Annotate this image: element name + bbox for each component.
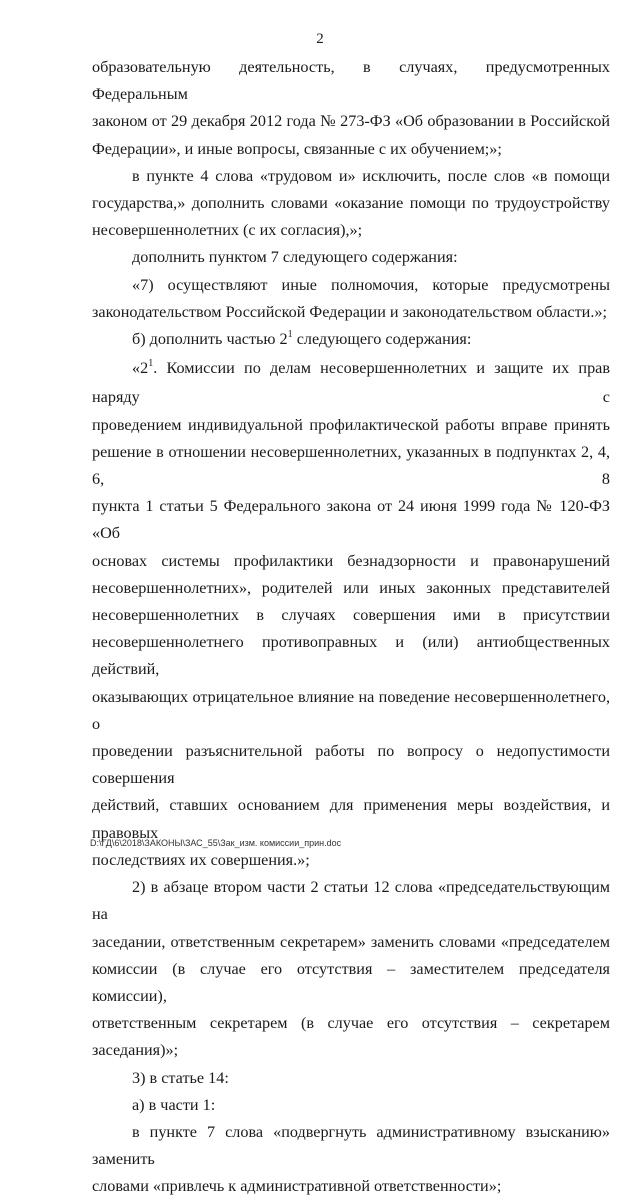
line-text: б) дополнить частью 2 bbox=[132, 330, 288, 349]
text-line bbox=[92, 54, 610, 108]
line-text: законом от 29 декабря 2012 года № 273-ФЗ «Об образовании в Российской bbox=[92, 112, 610, 131]
line-text: решение в отношении несовершеннолетних, указанных в подпунктах 2, 4, 6, 8 bbox=[92, 442, 610, 489]
superscript: 1 bbox=[148, 358, 154, 370]
text-line bbox=[92, 355, 610, 411]
line-text: комиссии (в случае его отсутствия – заместителем председателя комиссии), bbox=[92, 959, 610, 1005]
text-line bbox=[92, 412, 610, 439]
line-text: проведением индивидуальной профилактической работы вправе принять bbox=[92, 415, 610, 434]
text-line bbox=[92, 1119, 610, 1173]
line-text: дополнить пунктом 7 следующего содержания: bbox=[132, 248, 458, 267]
line-text: пункта 1 статьи 5 Федерального закона от 24 июня 1999 года № 120-ФЗ «Об bbox=[92, 497, 610, 543]
line-text: «7) осуществляют иные полномочия, которые предусмотрены bbox=[132, 275, 610, 294]
line-text: основах системы профилактики безнадзорности и правонарушений bbox=[92, 551, 610, 570]
text-line bbox=[92, 956, 610, 1010]
line-text: несовершеннолетних в случаях совершения ими в присутствии bbox=[92, 606, 610, 625]
page-number: 2 bbox=[316, 31, 324, 47]
text-line bbox=[92, 602, 610, 629]
line-text: словами «привлечь к административной ответственности»; bbox=[92, 1177, 502, 1196]
line-text-continued: . Комиссии по делам несовершеннолетних и защите их прав наряду с bbox=[92, 359, 610, 407]
document-body bbox=[92, 54, 610, 1201]
text-line bbox=[92, 439, 610, 493]
text-line bbox=[92, 163, 610, 190]
line-text: законодательством Российской Федерации и законодательством области.»; bbox=[92, 302, 607, 321]
text-line bbox=[92, 299, 610, 326]
text-line bbox=[92, 738, 610, 792]
line-text: несовершеннолетних (с их согласия),»; bbox=[92, 221, 363, 240]
line-text: ответственным секретарем (в случае его отсутствия – секретарем заседания)»; bbox=[92, 1014, 610, 1060]
line-text: оказывающих отрицательное влияние на поведение несовершеннолетнего, о bbox=[92, 687, 610, 733]
line-text: в пункте 7 слова «подвергнуть административному взысканию» заменить bbox=[92, 1122, 610, 1169]
text-line bbox=[92, 272, 610, 299]
line-text: «2 bbox=[132, 359, 149, 378]
line-text-continued: следующего содержания: bbox=[292, 330, 472, 349]
superscript: 1 bbox=[287, 329, 293, 341]
line-text: последствиях их совершения.»; bbox=[92, 850, 310, 869]
text-line bbox=[92, 326, 610, 355]
line-text: Федерации», и иные вопросы, связанные с их обучением;»; bbox=[92, 139, 502, 158]
line-text: несовершеннолетних», родителей или иных законных представителей bbox=[92, 578, 610, 597]
line-text: государства,» дополнить словами «оказание помощи по трудоустройству bbox=[92, 194, 610, 213]
text-line bbox=[92, 244, 610, 271]
text-line bbox=[92, 1010, 610, 1064]
text-line bbox=[92, 929, 610, 956]
text-line bbox=[92, 874, 610, 928]
text-line bbox=[92, 575, 610, 602]
text-line bbox=[92, 1092, 610, 1119]
line-text: 3) в статье 14: bbox=[132, 1068, 229, 1087]
line-text: 2) в абзаце втором части 2 статьи 12 слова «председательствующим на bbox=[92, 878, 610, 924]
text-line bbox=[92, 136, 610, 163]
text-line bbox=[92, 847, 610, 874]
file-path-footer: D:\ГД\6\2018\ЗАКОНЫ\ЗАС_55\Зак_изм. комиссии_прин.doc bbox=[90, 838, 342, 848]
text-line bbox=[92, 493, 610, 547]
text-line bbox=[92, 190, 610, 217]
line-text: образовательную деятельность, в случаях, предусмотренных Федеральным bbox=[92, 58, 610, 104]
line-text: заседании, ответственным секретарем» заменить словами «председателем bbox=[92, 932, 610, 951]
text-line bbox=[92, 1173, 610, 1200]
line-text: несовершеннолетнего противоправных и (или) антиобщественных действий, bbox=[92, 633, 610, 679]
text-line bbox=[92, 108, 610, 135]
text-line bbox=[92, 684, 610, 738]
text-line bbox=[92, 1065, 610, 1092]
line-text: а) в части 1: bbox=[132, 1095, 216, 1114]
line-text: действий, ставших основанием для применения меры воздействия, и правовых bbox=[92, 796, 610, 842]
text-line bbox=[92, 217, 610, 244]
line-text: в пункте 4 слова «трудовом и» исключить, после слов «в помощи bbox=[132, 166, 610, 185]
text-line bbox=[92, 548, 610, 575]
line-text: проведении разъяснительной работы по вопросу о недопустимости совершения bbox=[92, 742, 610, 788]
text-line bbox=[92, 629, 610, 683]
